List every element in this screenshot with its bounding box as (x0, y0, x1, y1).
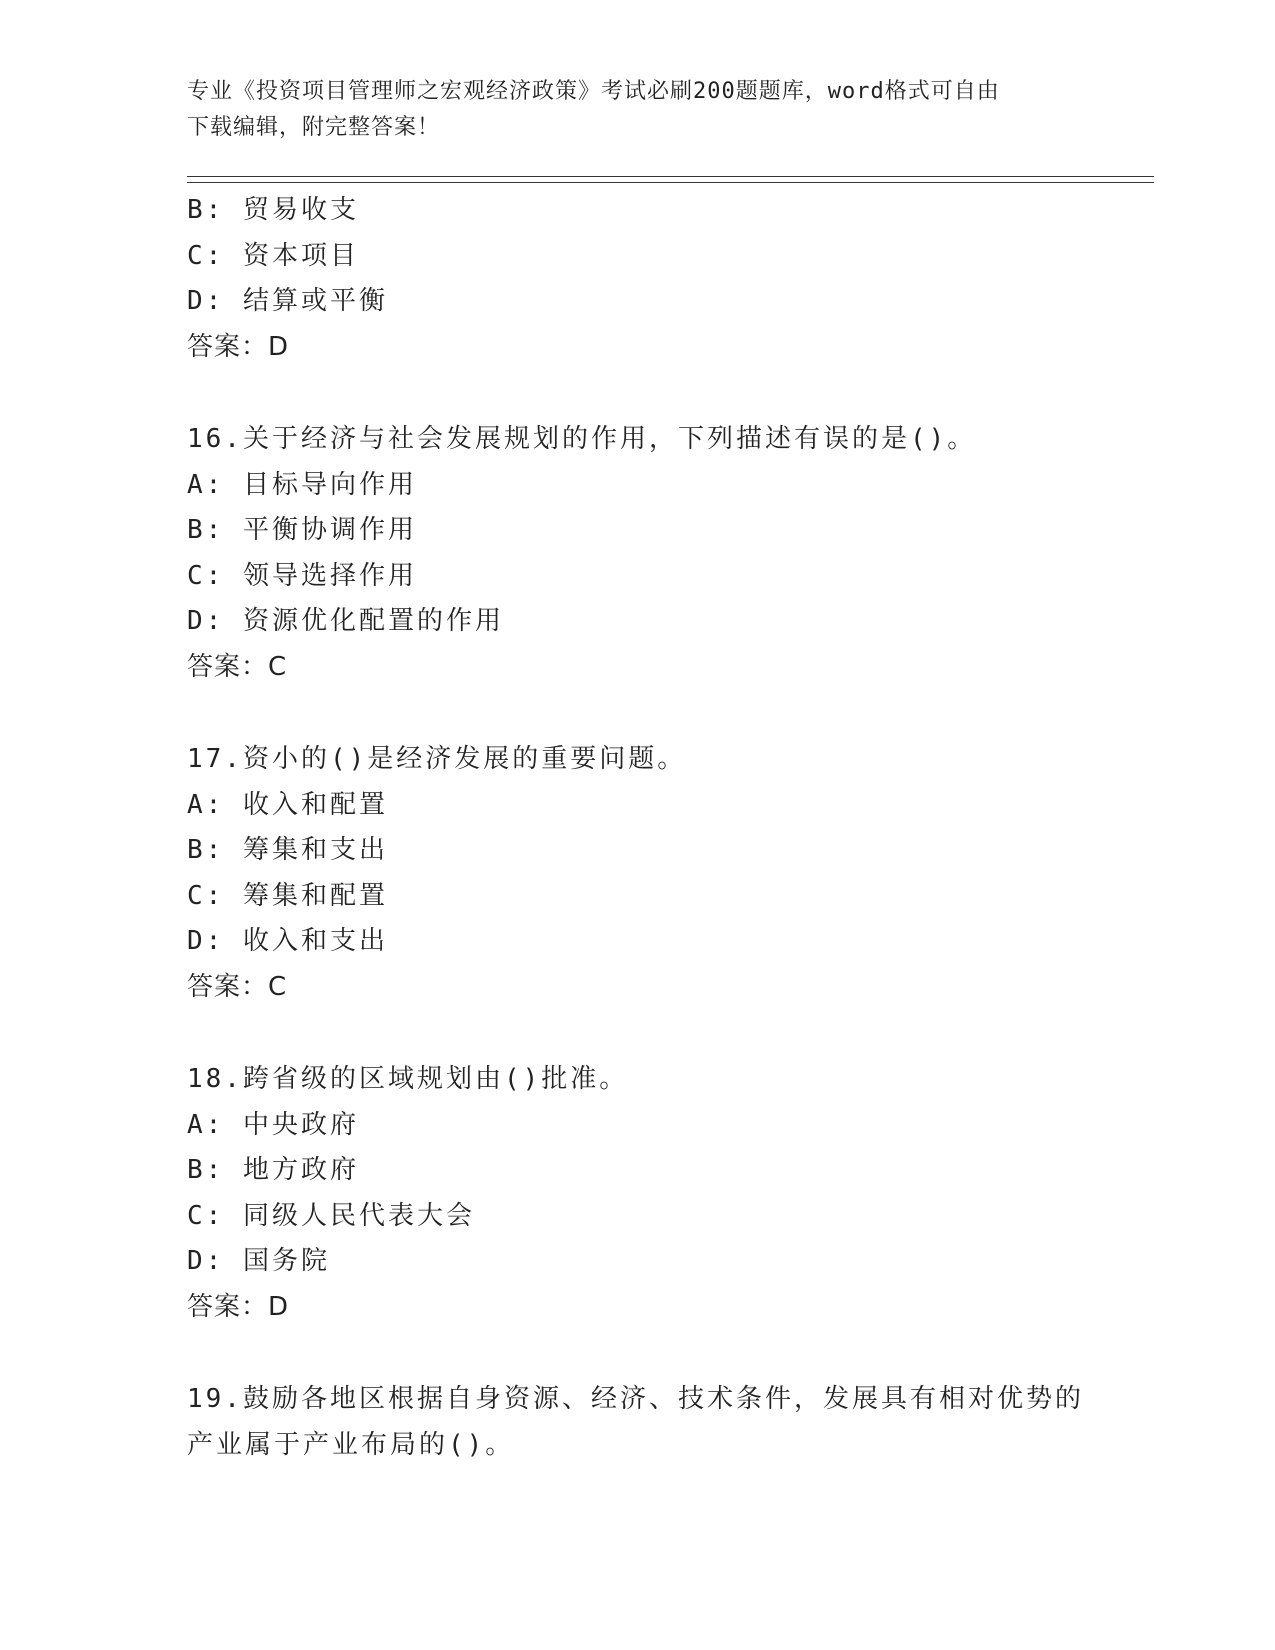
option-a: A: 中央政府 (187, 1109, 359, 1140)
option-a: A: 收入和配置 (187, 789, 388, 820)
option-c: C: 领导选择作用 (187, 560, 417, 591)
question-stem: 16.关于经济与社会发展规划的作用，下列描述有误的是()。 (187, 424, 977, 454)
option-b: B: 平衡协调作用 (187, 515, 417, 545)
option-b: B: 地方政府 (187, 1155, 359, 1185)
option-c: C: 资本项目 (187, 240, 359, 271)
option-d: D: 国务院 (187, 1246, 330, 1276)
question-16 (187, 417, 1087, 690)
question-stem: 18.跨省级的区域规划由()批准。 (187, 1064, 629, 1094)
option-b: B: 筹集和支出 (187, 835, 388, 865)
question-18 (187, 1057, 1087, 1330)
option-b: B: 贸易收支 (187, 195, 359, 225)
question-list (187, 188, 1087, 1468)
option-a: A: 目标导向作用 (187, 469, 417, 500)
question-19 (187, 1377, 1087, 1468)
option-d: D: 结算或平衡 (187, 286, 388, 316)
question-stem-line-2: 产业属于产业布局的()。 (187, 1429, 515, 1460)
answer: 答案：C (187, 971, 288, 1002)
header-line-2: 下载编辑，附完整答案！ (187, 115, 441, 140)
question-17 (187, 737, 1087, 1010)
option-d: D: 收入和支出 (187, 926, 388, 956)
option-c: C: 同级人民代表大会 (187, 1200, 475, 1231)
answer: 答案：D (187, 1291, 290, 1322)
question-stem: 17.资小的()是经济发展的重要问题。 (187, 744, 687, 774)
answer: 答案：D (187, 331, 290, 362)
question-stem-line-1: 19.鼓励各地区根据自身资源、经济、技术条件，发展具有相对优势的 (187, 1384, 1084, 1414)
header-line-1: 专业《投资项目管理师之宏观经济政策》考试必刷200题题库，word格式可自由 (187, 79, 1000, 104)
option-c: C: 筹集和配置 (187, 880, 388, 911)
document-header (187, 74, 1067, 146)
header-divider (187, 176, 1154, 183)
answer: 答案：C (187, 651, 288, 682)
question-15-continued (187, 188, 1087, 370)
option-d: D: 资源优化配置的作用 (187, 606, 504, 636)
